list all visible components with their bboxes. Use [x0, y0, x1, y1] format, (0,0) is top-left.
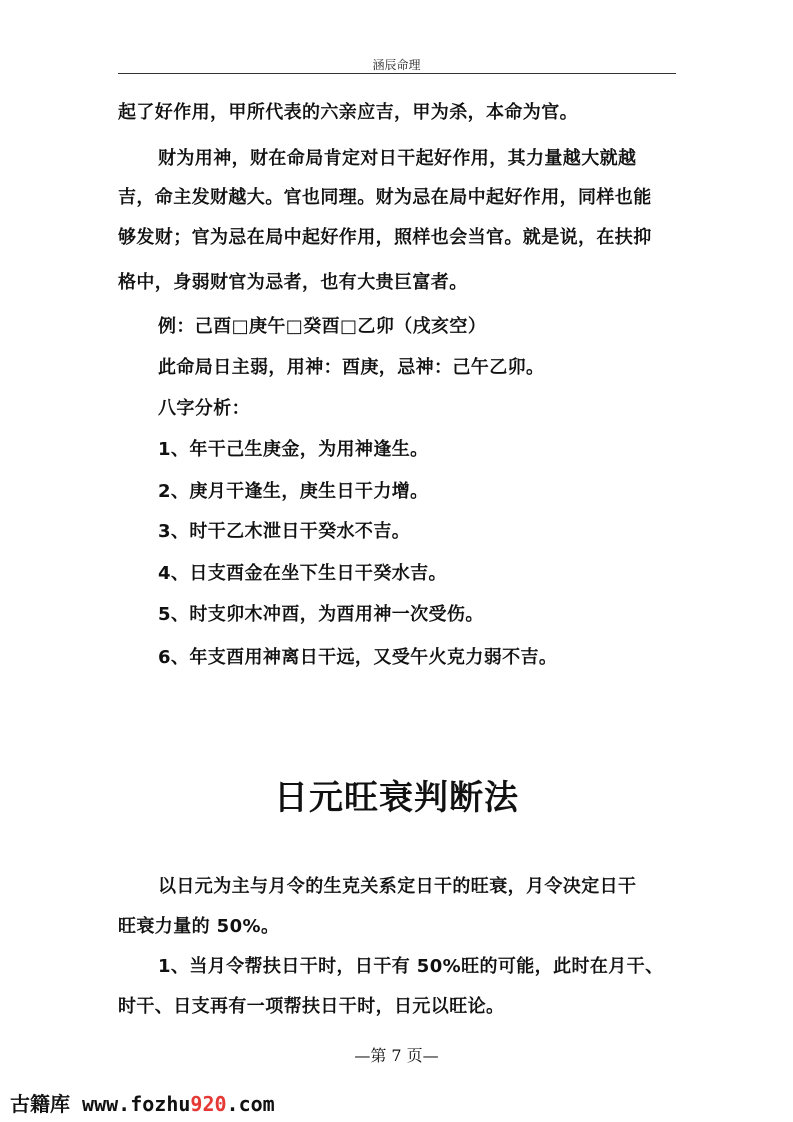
section-line: 1、当月令帮扶日干时，日干有 50%旺的可能，此时在月干、	[158, 956, 664, 977]
analysis-heading: 八字分析：	[158, 398, 250, 419]
analysis-item: 5、时支卯木冲酉，为酉用神一次受伤。	[158, 604, 484, 625]
body-line: 起了好作用，甲所代表的六亲应吉，甲为杀，本命为官。	[118, 102, 578, 123]
header-divider	[118, 73, 676, 74]
page-header-title: 涵辰命理	[372, 58, 421, 72]
section-line: 时干、日支再有一项帮扶日干时，日元以旺论。	[118, 996, 505, 1017]
section-line: 以日元为主与月令的生克关系定日干的旺衰，月令决定日干	[158, 876, 637, 897]
watermark-url-suffix: .com	[226, 1092, 275, 1116]
analysis-item: 4、日支酉金在坐下生日干癸水吉。	[158, 563, 447, 584]
analysis-item: 6、年支酉用神离日干远，又受午火克力弱不吉。	[158, 647, 558, 668]
body-line: 财为用神，财在命局肯定对日干起好作用，其力量越大就越	[158, 148, 637, 169]
watermark-url-prefix: www.fozhu	[82, 1092, 191, 1116]
example-line: 例：己酉□庚午□癸酉□乙卯（戌亥空）	[158, 316, 487, 337]
site-watermark	[10, 1088, 275, 1117]
analysis-item: 3、时干乙木泄日干癸水不吉。	[158, 521, 411, 542]
body-line: 格中，身弱财官为忌者，也有大贵巨富者。	[118, 272, 468, 293]
watermark-url-number: 920	[190, 1092, 227, 1116]
body-line: 吉，命主发财越大。官也同理。财为忌在局中起好作用，同样也能	[118, 187, 652, 208]
page-number: —第 7 页—	[354, 1046, 439, 1065]
analysis-item: 1、年干己生庚金，为用神逢生。	[158, 439, 429, 460]
watermark-label: 古籍库	[10, 1092, 70, 1116]
analysis-item: 2、庚月干逢生，庚生日干力增。	[158, 481, 429, 502]
section-line: 旺衰力量的 50%。	[118, 916, 280, 937]
body-line: 此命局日主弱，用神：酉庚，忌神：己午乙卯。	[158, 357, 545, 378]
section-title: 日元旺衰判断法	[274, 778, 519, 818]
body-line: 够发财；官为忌在局中起好作用，照样也会当官。就是说，在扶抑	[118, 227, 652, 248]
